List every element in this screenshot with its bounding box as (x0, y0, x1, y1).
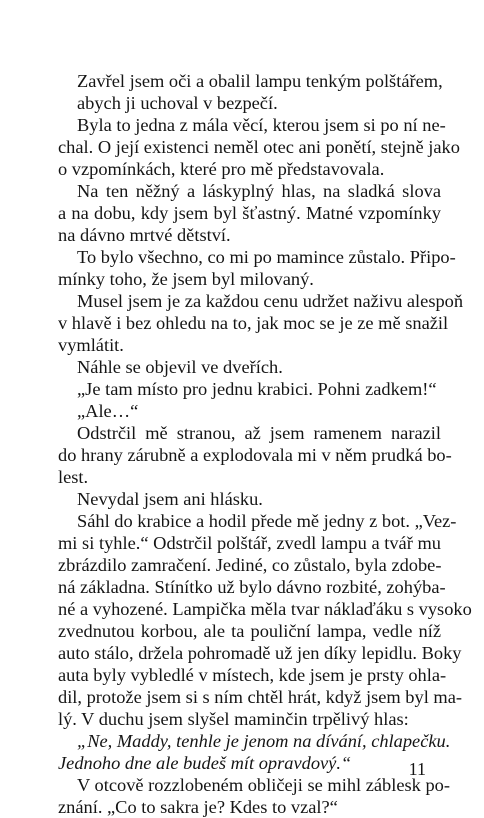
text-line: Náhle se objevil ve dveřích. (77, 357, 283, 377)
text-line: lý. V duchu jsem slyšel maminčin trpělivý hlas: (58, 709, 409, 729)
text-line: auto stálo, držela pohromadě už jen díky lepidlu. Boky (58, 643, 462, 663)
text-line: „Ale…“ (77, 401, 139, 421)
text-line: do hrany zárubně a explodovala mi v něm prudká bo- (58, 445, 452, 465)
text-line: To bylo všechno, co mi po mamince zůstalo. Připo- (77, 247, 456, 267)
text-line: dil, protože jsem si s ním chtěl hrát, když jsem byl ma- (58, 687, 463, 707)
text-line: Nevydal jsem ani hlásku. (77, 489, 263, 509)
text-line: V otcově rozzlobeném obličeji se mihl záblesk po- (77, 775, 450, 795)
text-line: abych ji uchoval v bezpečí. (77, 93, 278, 113)
text-line: a na dobu, kdy jsem byl šťastný. Matné vzpomínky (58, 203, 441, 223)
text-line: chal. O její existenci neměl otec ani ponětí, stejně jako (58, 137, 460, 157)
text-line: Na ten něžný a láskyplný hlas, na sladká slova (77, 181, 441, 201)
text-line: zvednutou korbou, ale ta pouliční lampa, vedle níž (58, 621, 441, 641)
text-line: né a vyhozené. Lampička měla tvar náklaďáku s vysoko (58, 599, 472, 619)
text-line: ná základna. Stínítko už bylo dávno rozbité, zohýba- (58, 577, 446, 597)
text-line: Odstrčil mě stranou, až jsem ramenem narazil (77, 423, 441, 443)
text-line: v hlavě i bez ohledu na to, jak moc se je ze mě snažil (58, 313, 449, 333)
text-line: na dávno mrtvé dětství. (58, 225, 231, 245)
page-number: 11 (408, 759, 426, 779)
text-line: zbrázdilo zamračení. Jediné, co zůstalo, byla zdobe- (58, 555, 442, 575)
text-line: Byla to jedna z mála věcí, kterou jsem si po ní ne- (77, 115, 446, 135)
text-line: o vzpomínkách, které pro mě představovala. (58, 159, 385, 179)
text-line: Sáhl do krabice a hodil přede mě jedny z bot. „Vez- (77, 511, 457, 531)
text-line: „Ne, Maddy, tenhle je jenom na dívání, chlapečku. (77, 731, 451, 751)
text-line: mínky toho, že jsem byl milovaný. (58, 269, 314, 289)
text-line: lest. (58, 467, 89, 487)
text-line: vymlátit. (58, 335, 124, 355)
text-line: „Je tam místo pro jednu krabici. Pohni zadkem!“ (77, 379, 437, 399)
body-text (58, 70, 472, 818)
text-line: auta byly vybledlé v místech, kde jsem je prsty ohla- (58, 665, 447, 685)
text-line: znání. „Co to sakra je? Kdes to vzal?“ (58, 797, 338, 817)
text-line: mi si tyhle.“ Odstrčil polštář, zvedl lampu a tvář mu (58, 533, 441, 553)
text-line: Musel jsem je za každou cenu udržet naživu alespoň (77, 291, 464, 311)
text-line: Jednoho dne ale budeš mít opravdový.“ (58, 753, 352, 773)
text-line: Zavřel jsem oči a obalil lampu tenkým polštářem, (77, 71, 443, 91)
